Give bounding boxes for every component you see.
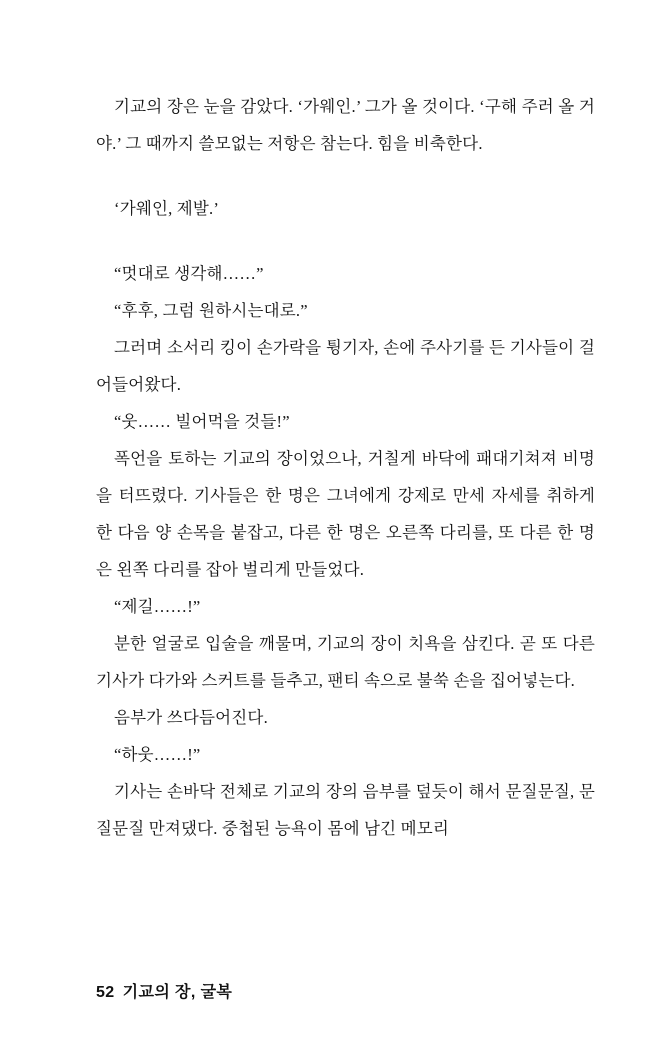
paragraph-4: “후후, 그럼 원하시는대로.” (114, 301, 308, 320)
paragraph-3: “멋대로 생각해……” (114, 264, 264, 283)
paragraph-12: 기사는 손바닥 전체로 기교의 장의 음부를 덮듯이 해서 문질문질, 문질문질 만져댔다. 중첩된 능욕이 몸에 남긴 메모리 (96, 782, 595, 838)
page-footer (96, 979, 232, 1002)
running-title: 기교의 장, 굴복 (122, 984, 233, 1001)
paragraph-7: 폭언을 토하는 기교의 장이었으나, 거칠게 바닥에 패대기쳐져 비명을 터뜨렸다. 기사들은 한 명은 그녀에게 강제로 만세 자세를 취하게 한 다음 양 손목을 붙잡고, 다른 한 명은 오른쪽 다리를, 또 다른 한 명은 왼쪽 다리를 잡아 벌리게 만들었다. (96, 449, 595, 579)
paragraph-8: “제길……!” (114, 597, 201, 616)
page-body (96, 88, 595, 847)
paragraph-1: 기교의 장은 눈을 감았다. ‘가웨인.’ 그가 올 것이다. ‘구해 주러 올 거야.’ 그 때까지 쓸모없는 저항은 참는다. 힘을 비축한다. (96, 97, 595, 153)
paragraph-2: ‘가웨인, 제발.’ (114, 199, 220, 218)
paragraph-5: 그러며 소서리 킹이 손가락을 튕기자, 손에 주사기를 든 기사들이 걸어들어왔다. (96, 338, 595, 394)
paragraph-11: “하웃……!” (114, 745, 201, 764)
paragraph-9: 분한 얼굴로 입술을 깨물며, 기교의 장이 치욕을 삼킨다. 곧 또 다른 기사가 다가와 스커트를 들추고, 팬티 속으로 불쑥 손을 집어넣는다. (96, 634, 595, 690)
paragraph-spacer (96, 162, 595, 190)
paragraph-6: “웃…… 빌어먹을 것들!” (114, 412, 290, 431)
paragraph-spacer (96, 227, 595, 255)
page-number: 52 (96, 984, 115, 1001)
paragraph-10: 음부가 쓰다듬어진다. (114, 708, 268, 727)
